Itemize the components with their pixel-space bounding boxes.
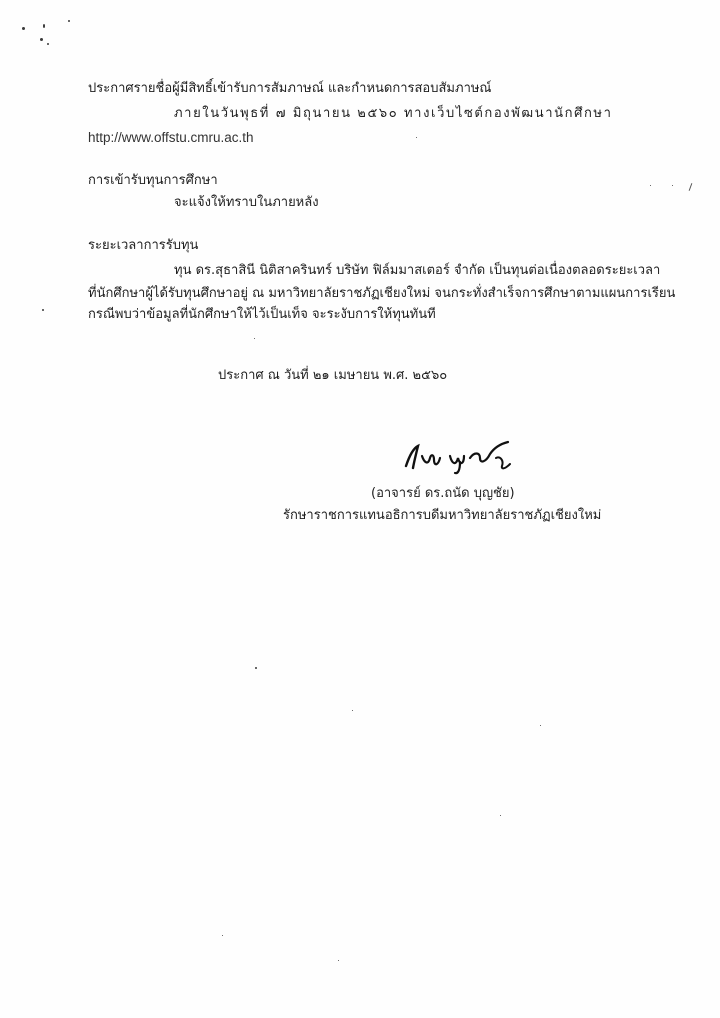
section-period-heading: ระยะเวลาการรับทุน [88,238,199,253]
website-url: http://www.offstu.cmru.ac.th [88,130,254,145]
scan-speck [254,338,255,339]
scan-speck [540,725,541,726]
announce-date: ประกาศ ณ วันที่ ๒๑ เมษายน พ.ศ. ๒๕๖๐ [218,368,448,383]
scan-speck [40,38,43,41]
section-period-line-1: ทุน ดร.สุธาสินี นิติสาครินทร์ บริษัท ฟิล์มมาสเตอร์ จำกัด เป็นทุนต่อเนื่องตลอดระยะเวลา [174,263,661,278]
scan-speck [650,185,651,186]
scan-speck [255,667,257,669]
section-period-line-2: ที่นักศึกษาผู้ได้รับทุนศึกษาอยู่ ณ มหาวิทยาลัยราชภัฏเชียงใหม่ จนกระทั่งสำเร็จการศึกษาตามแผนการเรียน [88,286,676,301]
scan-speck [500,815,501,816]
scan-speck [22,27,25,30]
scan-speck [338,960,339,961]
scan-speck [672,185,673,186]
scan-speck [68,20,70,22]
section-period-line-3: กรณีพบว่าข้อมูลที่นักศึกษาให้ไว้เป็นเท็จ จะระงับการให้ทุนทันที [88,307,436,322]
signatory-position: รักษาราชการแทนอธิการบดีมหาวิทยาลัยราชภัฏเชียงใหม่ [283,508,602,523]
scan-speck [689,183,693,191]
signatory-name: (อาจารย์ ดร.ถนัด บุญชัย) [371,486,515,501]
scan-speck [42,309,44,311]
announcement-title: ประกาศรายชื่อผู้มีสิทธิ์เข้ารับการสัมภาษณ์ และกำหนดการสอบสัมภาษณ์ [88,81,492,96]
scan-speck [222,935,223,936]
announcement-detail: ภายในวันพุธที่ ๗ มิถุนายน ๒๕๖๐ ทางเว็บไซต์กองพัฒนานักศึกษา [174,106,613,121]
scan-speck [47,43,49,45]
scan-speck [416,137,417,138]
scan-speck [352,710,353,711]
section-receive-heading: การเข้ารับทุนการศึกษา [88,173,218,188]
scan-speck [43,24,45,28]
handwritten-signature [400,436,530,476]
section-receive-body: จะแจ้งให้ทราบในภายหลัง [174,195,319,210]
